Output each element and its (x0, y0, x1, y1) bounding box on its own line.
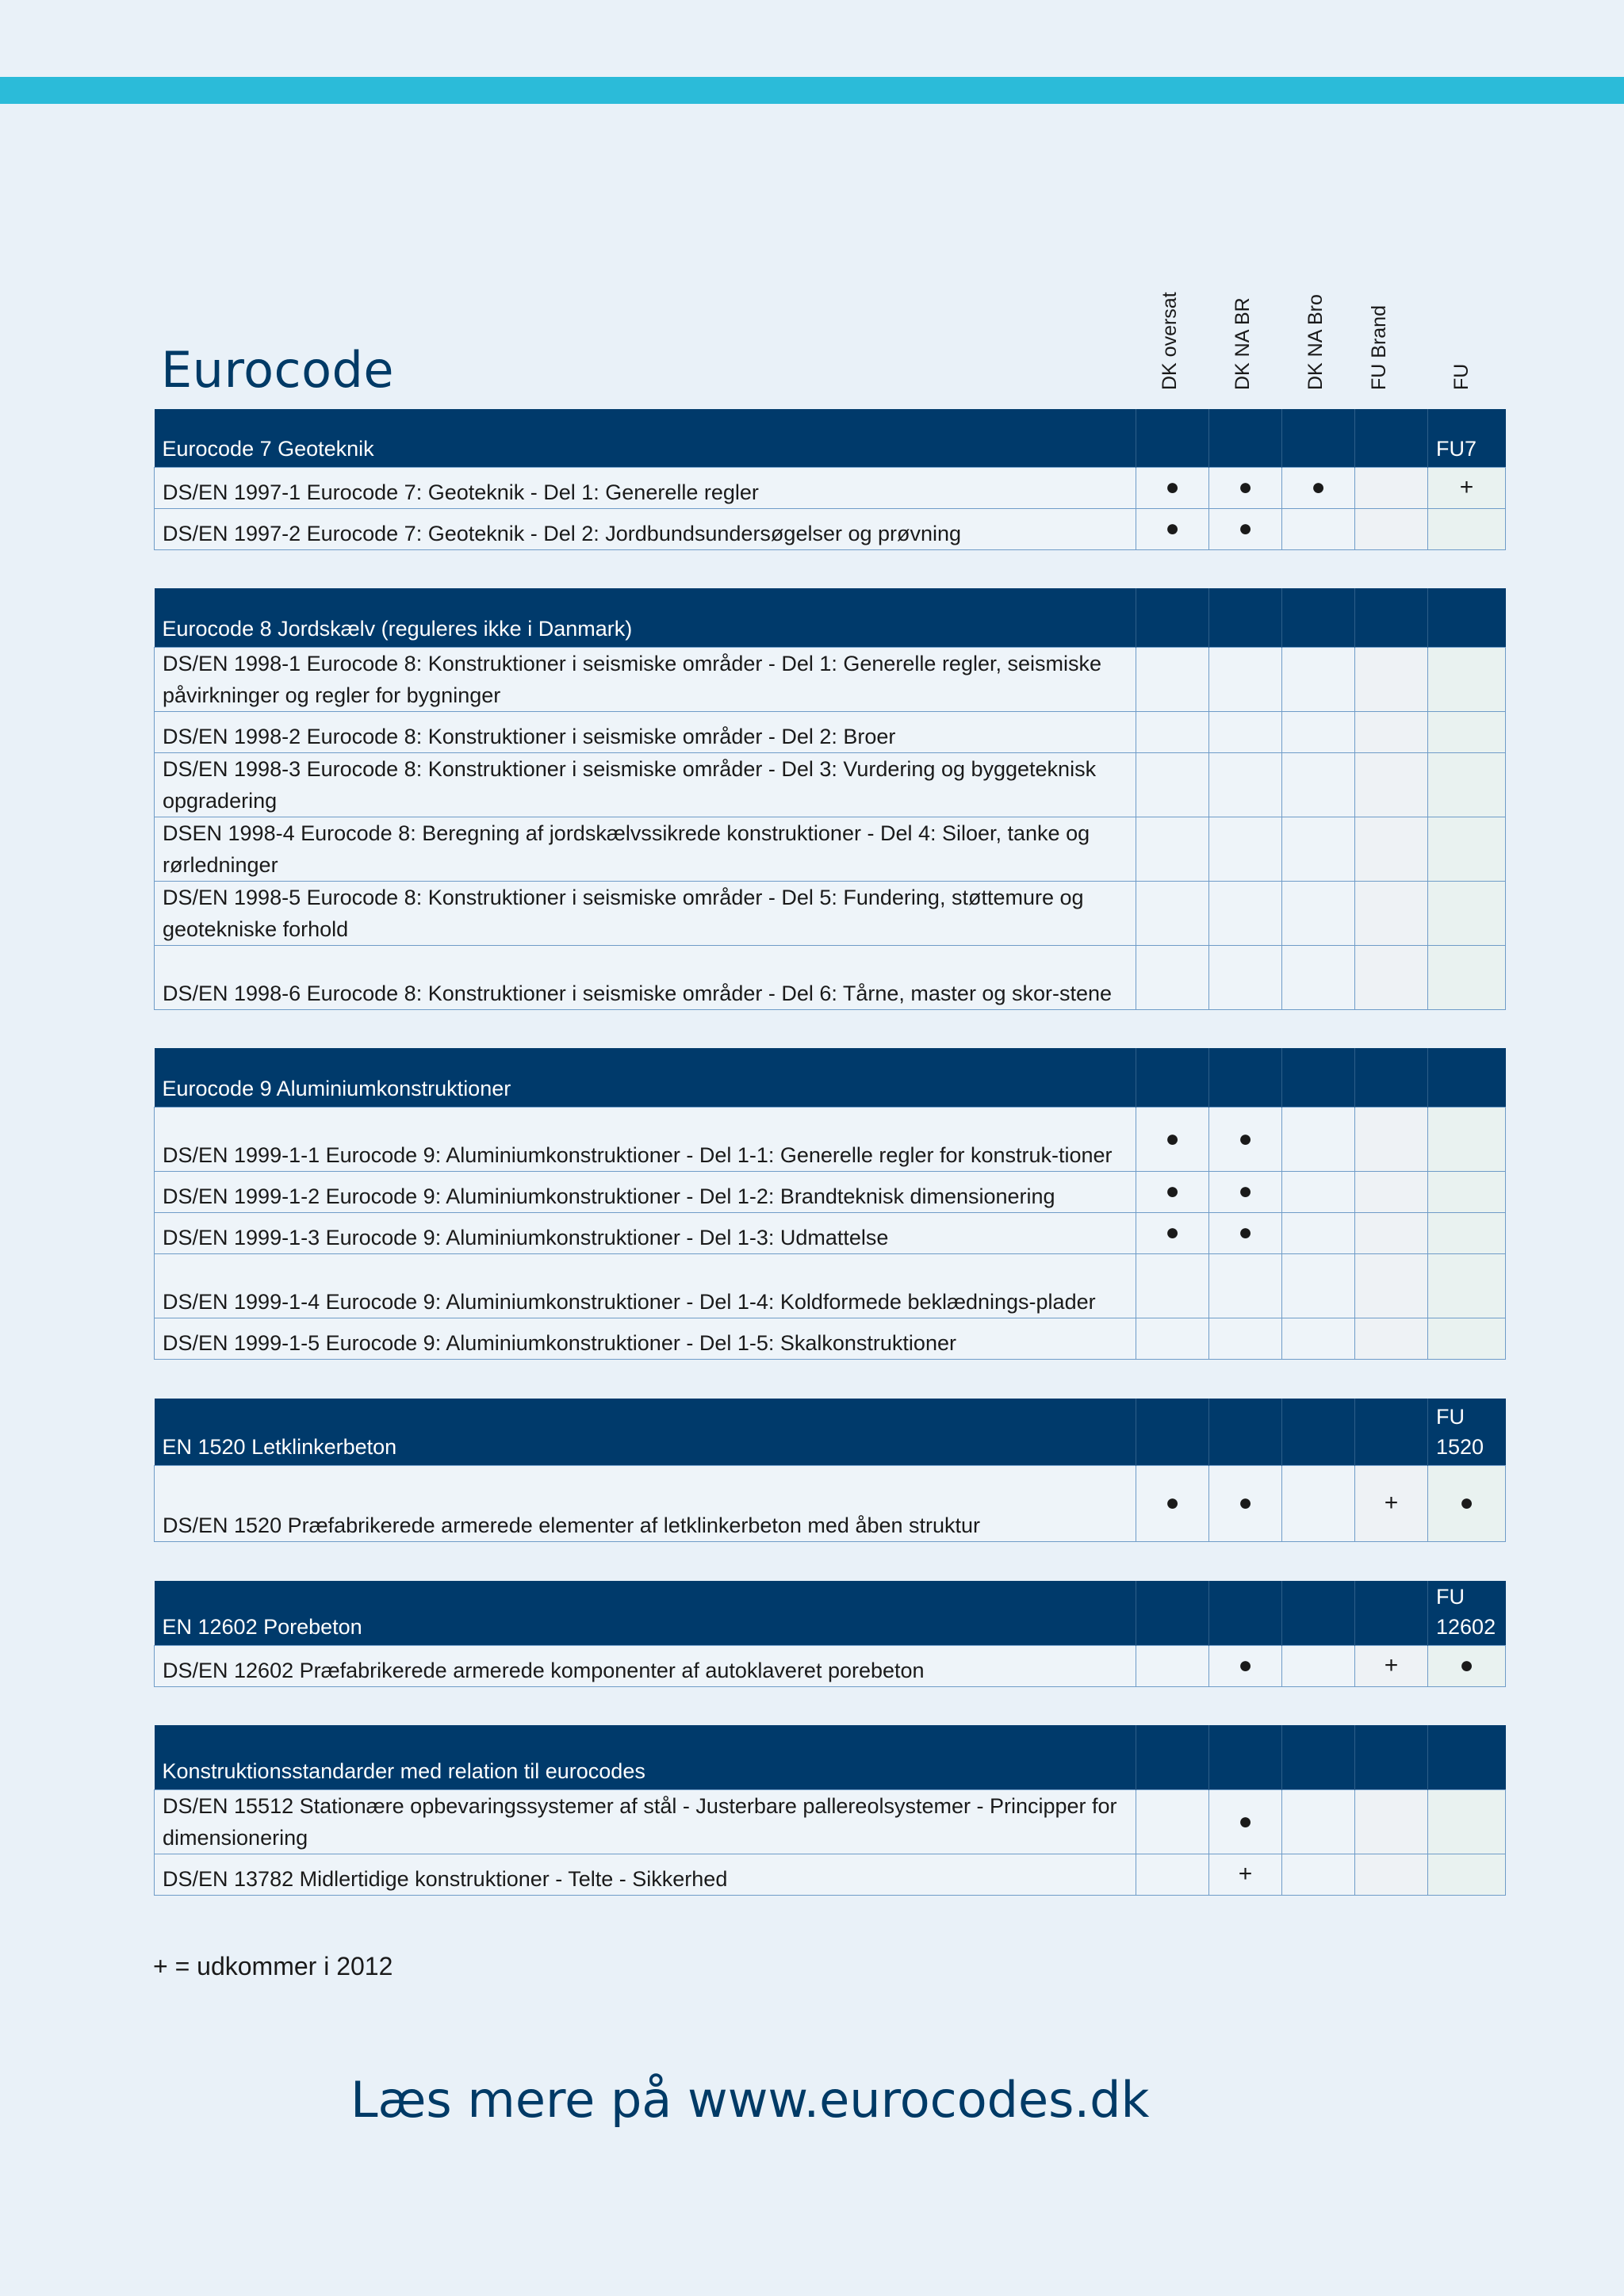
mark-cell (1282, 1465, 1355, 1541)
mark-cell: ● (1209, 1107, 1282, 1171)
mark-cell (1282, 1645, 1355, 1686)
mark-cell (1282, 881, 1355, 945)
mark-cell (1428, 1107, 1506, 1171)
section-header (155, 409, 1506, 467)
row-title: DS/EN 15512 Stationære opbevaringssystemer af stål - Justerbare pallereolsystemer - Principper for dimensionering (155, 1789, 1136, 1854)
section-fu-label: FU 1520 (1428, 1399, 1506, 1465)
mark-cell (1136, 1854, 1209, 1895)
mark-cell: ● (1282, 467, 1355, 508)
mark-cell (1282, 508, 1355, 549)
mark-cell (1282, 945, 1355, 1009)
mark-cell: ● (1428, 1645, 1506, 1686)
mark-cell (1355, 647, 1428, 711)
table-row (155, 881, 1506, 945)
table-row (155, 467, 1506, 508)
mark-cell (1282, 1318, 1355, 1359)
table-row (155, 508, 1506, 549)
mark-cell (1282, 1212, 1355, 1253)
section-fu-label (1428, 1725, 1506, 1789)
mark-cell (1209, 881, 1282, 945)
mark-cell (1136, 752, 1209, 817)
mark-cell (1209, 817, 1282, 881)
mark-cell (1355, 945, 1428, 1009)
row-title: DS/EN 1997-2 Eurocode 7: Geoteknik - Del 2: Jordbundsundersøgelser og prøvning (155, 508, 1136, 549)
table-row (155, 711, 1506, 752)
mark-cell (1428, 647, 1506, 711)
mark-cell (1355, 1318, 1428, 1359)
mark-cell (1282, 647, 1355, 711)
section-header (155, 1399, 1506, 1465)
row-title: DS/EN 1998-6 Eurocode 8: Konstruktioner i seismiske områder - Del 6: Tårne, master og skor-stene (155, 945, 1136, 1009)
table-row (155, 1171, 1506, 1212)
section-header (155, 1725, 1506, 1789)
mark-cell (1209, 752, 1282, 817)
mark-cell (1209, 1318, 1282, 1359)
section-header (155, 1581, 1506, 1645)
mark-cell (1355, 467, 1428, 508)
table-row (155, 1253, 1506, 1318)
mark-cell (1136, 647, 1209, 711)
page-title: Eurocode (161, 341, 395, 399)
mark-cell (1355, 1212, 1428, 1253)
row-title: DS/EN 1998-1 Eurocode 8: Konstruktioner i seismiske områder - Del 1: Generelle regler, seismiske påvirkninger og regler for bygninger (155, 647, 1136, 711)
mark-cell (1282, 711, 1355, 752)
mark-cell (1355, 1253, 1428, 1318)
mark-cell (1428, 945, 1506, 1009)
mark-cell (1428, 1318, 1506, 1359)
top-accent-bar (0, 77, 1624, 104)
mark-cell (1136, 1645, 1209, 1686)
row-title: DS/EN 1997-1 Eurocode 7: Geoteknik - Del 1: Generelle regler (155, 467, 1136, 508)
table-row (155, 1645, 1506, 1686)
table-row (155, 647, 1506, 711)
mark-cell (1136, 817, 1209, 881)
row-title: DS/EN 12602 Præfabrikerede armerede komponenter af autoklaveret porebeton (155, 1645, 1136, 1686)
legend-note: + = udkommer i 2012 (153, 1952, 393, 1980)
section-table-en-1520 (154, 1399, 1506, 1542)
mark-cell (1355, 711, 1428, 752)
mark-cell (1355, 1789, 1428, 1854)
section-table-eurocode-9 (154, 1048, 1506, 1360)
mark-cell (1355, 1107, 1428, 1171)
mark-cell (1282, 1171, 1355, 1212)
mark-cell (1428, 1253, 1506, 1318)
section-header (155, 1048, 1506, 1107)
mark-cell (1209, 647, 1282, 711)
section-fu-label: FU7 (1428, 409, 1506, 467)
section-title: Eurocode 8 Jordskælv (reguleres ikke i Danmark) (155, 588, 1136, 647)
table-row (155, 945, 1506, 1009)
section-title: Eurocode 7 Geoteknik (155, 409, 1136, 467)
mark-cell (1355, 508, 1428, 549)
mark-cell (1355, 752, 1428, 817)
mark-cell: ● (1136, 1465, 1209, 1541)
section-fu-label: FU 12602 (1428, 1581, 1506, 1645)
mark-cell (1428, 1854, 1506, 1895)
mark-cell (1428, 1789, 1506, 1854)
column-header-fu: FU (1450, 363, 1473, 390)
section-table-en-12602 (154, 1581, 1506, 1687)
mark-cell: + (1209, 1854, 1282, 1895)
mark-cell (1355, 1854, 1428, 1895)
table-row (155, 1465, 1506, 1541)
section-fu-label (1428, 588, 1506, 647)
mark-cell: ● (1209, 1465, 1282, 1541)
mark-cell (1428, 711, 1506, 752)
table-row (155, 752, 1506, 817)
mark-cell (1136, 945, 1209, 1009)
row-title: DS/EN 1999-1-5 Eurocode 9: Aluminiumkonstruktioner - Del 1-5: Skalkonstruktioner (155, 1318, 1136, 1359)
section-title: Konstruktionsstandarder med relation til eurocodes (155, 1725, 1136, 1789)
mark-cell: ● (1428, 1465, 1506, 1541)
mark-cell: ● (1209, 1789, 1282, 1854)
column-header-dk-na-br: DK NA BR (1231, 297, 1254, 390)
section-header (155, 588, 1506, 647)
mark-cell: ● (1209, 1171, 1282, 1212)
section-title: EN 12602 Porebeton (155, 1581, 1136, 1645)
mark-cell (1355, 881, 1428, 945)
column-header-fu-brand: FU Brand (1368, 305, 1390, 390)
table-row (155, 1212, 1506, 1253)
mark-cell (1209, 945, 1282, 1009)
mark-cell (1355, 817, 1428, 881)
row-title: DS/EN 1998-5 Eurocode 8: Konstruktioner i seismiske områder - Del 5: Fundering, støttemure og geotekniske forhold (155, 881, 1136, 945)
mark-cell: ● (1136, 1107, 1209, 1171)
section-title: Eurocode 9 Aluminiumkonstruktioner (155, 1048, 1136, 1107)
mark-cell: ● (1209, 1645, 1282, 1686)
mark-cell: + (1428, 467, 1506, 508)
row-title: DS/EN 1520 Præfabrikerede armerede elementer af letklinkerbeton med åben struktur (155, 1465, 1136, 1541)
row-title: DS/EN 1998-2 Eurocode 8: Konstruktioner i seismiske områder - Del 2: Broer (155, 711, 1136, 752)
column-header-dk-na-bro: DK NA Bro (1304, 294, 1327, 390)
mark-cell: + (1355, 1645, 1428, 1686)
section-table-eurocode-7 (154, 409, 1506, 550)
row-title: DS/EN 1999-1-3 Eurocode 9: Aluminiumkonstruktioner - Del 1-3: Udmattelse (155, 1212, 1136, 1253)
section-title: EN 1520 Letklinkerbeton (155, 1399, 1136, 1465)
section-table-eurocode-8 (154, 588, 1506, 1010)
mark-cell (1282, 1789, 1355, 1854)
mark-cell (1282, 1253, 1355, 1318)
section-fu-label (1428, 1048, 1506, 1107)
website-link[interactable]: Læs mere på www.eurocodes.dk (350, 2071, 1150, 2129)
mark-cell (1428, 508, 1506, 549)
row-title: DS/EN 1999-1-2 Eurocode 9: Aluminiumkonstruktioner - Del 1-2: Brandteknisk dimensionering (155, 1171, 1136, 1212)
mark-cell: ● (1209, 1212, 1282, 1253)
mark-cell: ● (1209, 467, 1282, 508)
mark-cell: ● (1136, 467, 1209, 508)
mark-cell (1428, 1212, 1506, 1253)
mark-cell: ● (1136, 1171, 1209, 1212)
row-title: DS/EN 1999-1-1 Eurocode 9: Aluminiumkonstruktioner - Del 1-1: Generelle regler for konstruk-tioner (155, 1107, 1136, 1171)
table-row (155, 1107, 1506, 1171)
mark-cell (1136, 1253, 1209, 1318)
mark-cell (1136, 881, 1209, 945)
mark-cell (1136, 711, 1209, 752)
mark-cell (1209, 1253, 1282, 1318)
row-title: DS/EN 1998-3 Eurocode 8: Konstruktioner i seismiske områder - Del 3: Vurdering og byggeteknisk opgradering (155, 752, 1136, 817)
mark-cell (1428, 817, 1506, 881)
mark-cell: ● (1209, 508, 1282, 549)
mark-cell: ● (1136, 1212, 1209, 1253)
mark-cell (1282, 752, 1355, 817)
table-row (155, 1789, 1506, 1854)
mark-cell (1136, 1318, 1209, 1359)
column-header-dk-oversat: DK oversat (1159, 292, 1181, 390)
mark-cell (1428, 1171, 1506, 1212)
mark-cell: + (1355, 1465, 1428, 1541)
mark-cell (1282, 1107, 1355, 1171)
table-row (155, 817, 1506, 881)
column-headers (1136, 270, 1505, 396)
mark-cell (1428, 881, 1506, 945)
mark-cell (1282, 817, 1355, 881)
row-title: DS/EN 1999-1-4 Eurocode 9: Aluminiumkonstruktioner - Del 1-4: Koldformede beklædnings-plader (155, 1253, 1136, 1318)
mark-cell (1282, 1854, 1355, 1895)
row-title: DS/EN 13782 Midlertidige konstruktioner - Telte - Sikkerhed (155, 1854, 1136, 1895)
table-row (155, 1318, 1506, 1359)
mark-cell (1355, 1171, 1428, 1212)
mark-cell (1428, 752, 1506, 817)
row-title: DSEN 1998-4 Eurocode 8: Beregning af jordskælvssikrede konstruktioner - Del 4: Siloer, tanke og rørledninger (155, 817, 1136, 881)
mark-cell (1136, 1789, 1209, 1854)
mark-cell: ● (1136, 508, 1209, 549)
mark-cell (1209, 711, 1282, 752)
section-table-konstruktionsstandarder (154, 1725, 1506, 1896)
table-row (155, 1854, 1506, 1895)
